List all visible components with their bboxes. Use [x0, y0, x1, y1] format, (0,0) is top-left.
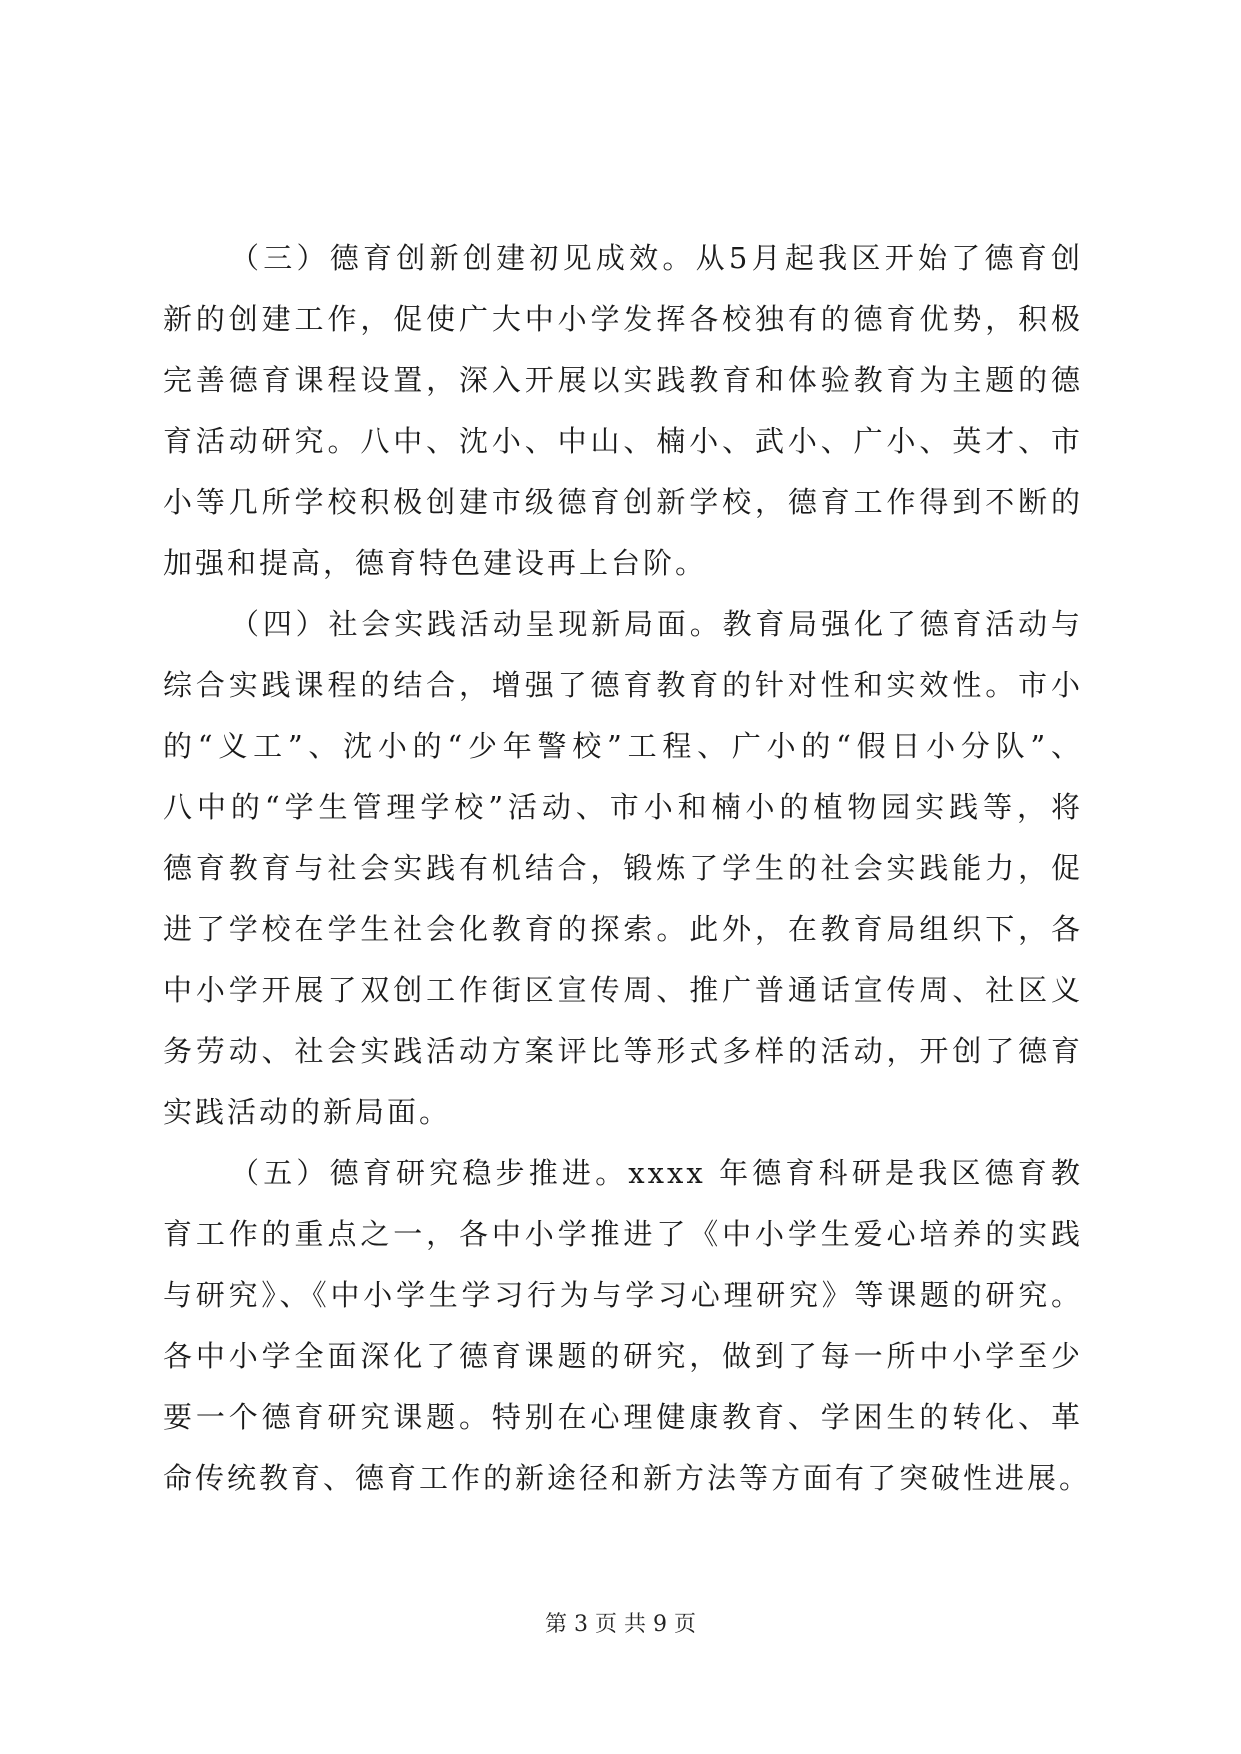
text-line: 完善德育课程设置，深入开展以实践教育和体验教育为主题的德 [163, 363, 1083, 397]
text-line: 育活动研究。八中、沈小、中山、楠小、武小、广小、英才、市 [163, 424, 1083, 458]
paragraph-3 [163, 228, 1083, 594]
text-line: 综合实践课程的结合，增强了德育教育的针对性和实效性。市小 [163, 668, 1083, 702]
text-line: （四）社会实践活动呈现新局面。教育局强化了德育活动与 [230, 607, 1083, 641]
text-line: 中小学开展了双创工作街区宣传周、推广普通话宣传周、社区义 [163, 973, 1083, 1007]
paragraph-5 [163, 1143, 1092, 1509]
page-number-label: 第 3 页 共 9 页 [545, 1612, 696, 1637]
text-line: 的“义工”、沈小的“少年警校”工程、广小的“假日小分队”、 [163, 729, 1083, 763]
page-footer [0, 1607, 1241, 1638]
document-body [163, 228, 1092, 1509]
text-line: （三）德育创新创建初见成效。从5月起我区开始了德育创 [230, 241, 1083, 275]
text-line: 务劳动、社会实践活动方案评比等形式多样的活动，开创了德育 [163, 1034, 1083, 1068]
text-line: 八中的“学生管理学校”活动、市小和楠小的植物园实践等，将 [163, 790, 1083, 824]
text-line: 小等几所学校积极创建市级德育创新学校，德育工作得到不断的 [163, 485, 1083, 519]
text-line: 要一个德育研究课题。特别在心理健康教育、学困生的转化、革 [163, 1400, 1083, 1434]
text-line: 实践活动的新局面。 [163, 1095, 452, 1129]
text-line: （五）德育研究稳步推进。xxxx 年德育科研是我区德育教 [230, 1156, 1083, 1190]
text-line: 德育教育与社会实践有机结合，锻炼了学生的社会实践能力，促 [163, 851, 1083, 885]
text-line: 命传统教育、德育工作的新途径和新方法等方面有了突破性进展。 [163, 1461, 1092, 1495]
text-line: 各中小学全面深化了德育课题的研究，做到了每一所中小学至少 [163, 1339, 1083, 1373]
text-line: 进了学校在学生社会化教育的探索。此外，在教育局组织下，各 [163, 912, 1083, 946]
text-line: 新的创建工作，促使广大中小学发挥各校独有的德育优势，积极 [163, 302, 1083, 336]
paragraph-4 [163, 594, 1083, 1143]
text-line: 与研究》、《中小学生学习行为与学习心理研究》等课题的研究。 [163, 1278, 1083, 1312]
text-line: 加强和提高，德育特色建设再上台阶。 [163, 546, 708, 580]
text-line: 育工作的重点之一，各中小学推进了《中小学生爱心培养的实践 [163, 1217, 1083, 1251]
